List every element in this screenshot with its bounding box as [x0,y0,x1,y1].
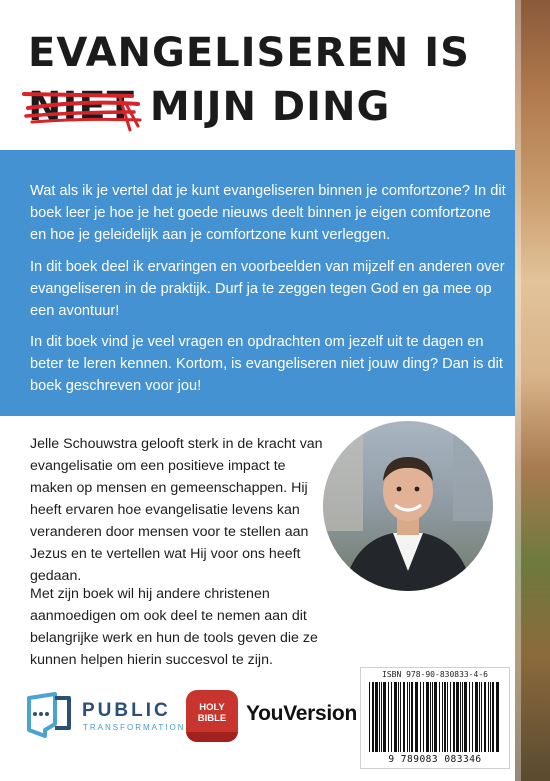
barcode-bar [450,682,451,752]
barcode-bar [462,682,463,752]
isbn-barcode [360,667,510,769]
barcode-bar [472,682,473,752]
barcode-bar [492,682,494,752]
barcode-bar [426,682,429,752]
intro-panel [0,150,515,416]
barcode-bar [369,682,370,752]
barcode-bar [388,682,389,752]
barcode-bar [430,682,431,752]
holy-bible-app-icon [186,690,238,742]
barcode-bar [456,682,459,752]
barcode-bar [379,682,380,752]
barcode-bar [398,682,399,752]
barcode-bar [375,682,378,752]
isbn-label: ISBN 978-90-830833-4-6 [382,670,488,679]
barcode-bar [420,682,421,752]
struck-word [28,84,135,130]
barcode-bar [460,682,461,752]
intro-paragraph-1: Wat als ik je vertel dat je kunt evangeliseren binnen je comfortzone? In dit boek leer je hoe je het goede nieuws deelt binnen je eigen comfortzone en hoe je geleidelijk aan je comfortzone kunt verleggen. [30,183,506,243]
barcode-bar [481,682,482,752]
title-line-2 [28,84,390,130]
struck-word-text: NIET [28,84,135,130]
public-transformation-logo-icon [25,690,75,740]
author-bio-paragraph-2: Met zijn boek wil hij andere christenen aanmoedigen om ook deel te nemen aan dit belangrijke werk en hun de tools geven die ze kunnen helpen hierin succesvol te zijn. [30,586,318,668]
barcode-bar [432,682,433,752]
barcode-bar [479,682,480,752]
barcode-bar [383,682,386,752]
barcode-bar [372,682,374,752]
title-line-2-rest: MIJN DING [149,84,391,130]
youversion-logo-text: YouVersion [246,702,357,725]
barcode-bar [475,682,478,752]
barcode-bar [490,682,491,752]
barcode-bar [381,682,382,752]
barcode-bar [453,682,455,752]
barcode-digits: 9 789083 083346 [388,754,482,765]
barcode-bar [403,682,405,752]
bible-ribbon-bar [186,732,238,742]
holy-bible-icon-line-1: HOLY [199,702,225,713]
barcode-bar [411,682,413,752]
barcode-bar [394,682,397,752]
barcode-bar [484,682,486,752]
red-strikethrough-scribble [22,82,142,140]
barcode-bar [391,682,392,752]
barcode-bar [439,682,440,752]
barcode-bar [400,682,401,752]
barcode-bar [496,682,499,752]
barcode-bar [464,682,467,752]
barcode-bar [447,682,448,752]
barcode-bar [415,682,418,752]
barcode-bar [423,682,424,752]
publisher-subtitle: TRANSFORMATION [83,723,186,732]
barcode-bar [434,682,437,752]
title-line-1: EVANGELISEREN IS [28,30,470,76]
publisher-name: PUBLIC [82,700,171,721]
barcode-bar [488,682,489,752]
holy-bible-icon-line-2: BIBLE [197,713,227,724]
background-photo-edge [515,0,550,781]
author-bio-paragraph-1: Jelle Schouwstra gelooft sterk in de kracht van evangelisatie om een positieve impact te maken op mensen en gemeenschappen. Hij heeft ervaren hoe evangelisatie levens kan veranderen door mensen voor te stellen aan Jezus en te vertellen wat Hij voor ons heeft gedaan. [30,436,323,584]
barcode-bar [409,682,410,752]
barcode-bar [469,682,470,752]
intro-paragraph-2: In dit boek deel ik ervaringen en voorbeelden van mijzelf en anderen over evangeliseren in de praktijk. Durf ja te zeggen tegen God en ga mee op een avontuur! [30,259,505,319]
author-portrait [323,421,493,591]
barcode-bar [444,682,446,752]
intro-paragraph-3: In dit boek vind je veel vragen en opdrachten om jezelf uit te dagen en beter te leren kennen. Kortom, is evangeliseren niet jouw ding? Dan is dit boek geschreven voor jou! [30,334,503,394]
barcode-bar [442,682,443,752]
barcode-bar [407,682,408,752]
barcode-bars [367,682,503,752]
